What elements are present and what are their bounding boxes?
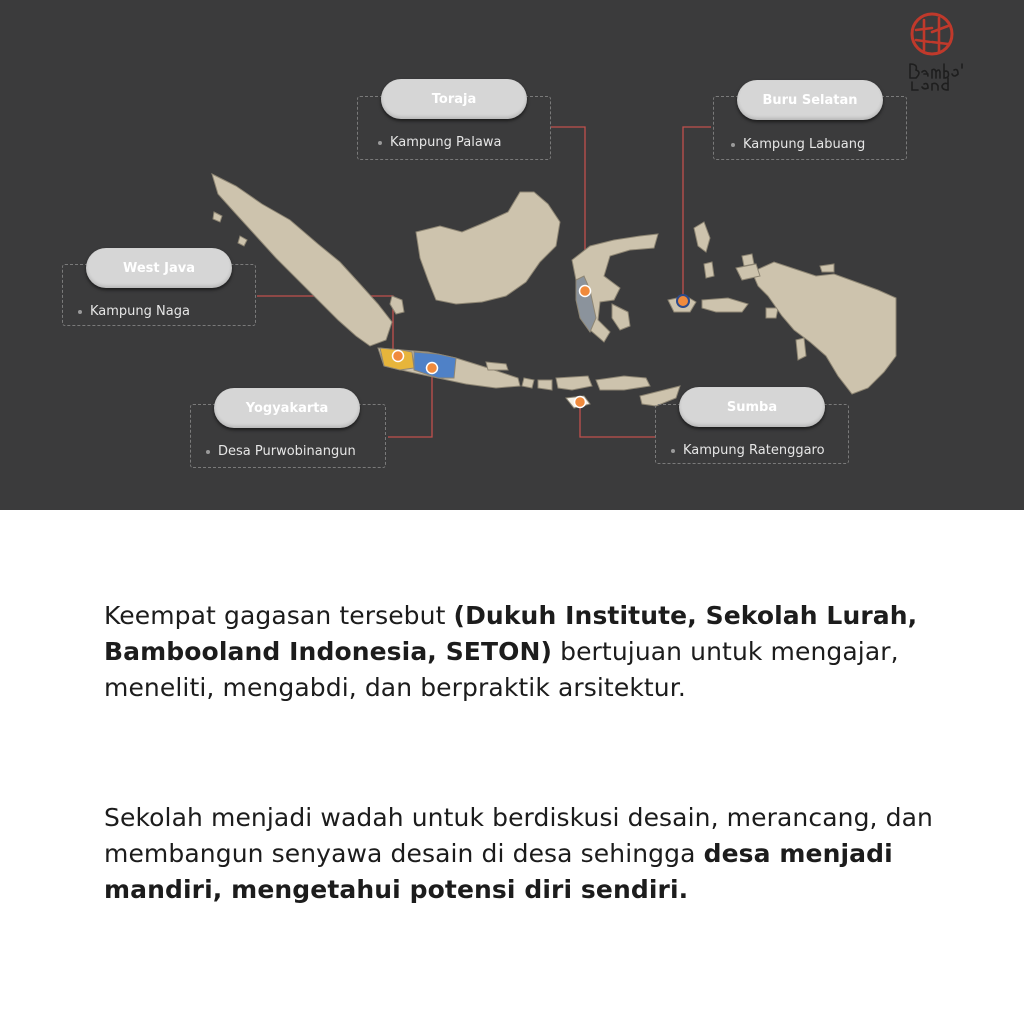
bullet-icon: [206, 450, 210, 454]
marker-west-java: [393, 351, 404, 362]
paragraph-2: [104, 800, 934, 908]
bullet-icon: [378, 141, 382, 145]
callout-west-java-title: West Java: [86, 248, 232, 288]
marker-sumba: [575, 397, 586, 408]
bullet-icon: [731, 143, 735, 147]
paragraph-1-rest: bertujuan untuk mengajar, meneliti, mengabdi, dan berpraktik arsitektur.: [104, 637, 899, 702]
bullet-icon: [78, 310, 82, 314]
island-biak: [820, 264, 834, 272]
marker-toraja: [580, 286, 591, 297]
callout-west-java-item: [78, 304, 190, 319]
paragraph-2-bold: desa menjadi mandiri, mengetahui potensi diri sendiri.: [104, 839, 893, 904]
callout-sumba-title: Sumba: [679, 387, 825, 427]
callout-buru-selatan-item: [731, 137, 865, 152]
callout-yogyakarta-title: Yogyakarta: [214, 388, 360, 428]
island-maluku-1: [704, 262, 714, 278]
paragraph-1-bold: (Dukuh Institute, Sekolah Lurah, Bambooland Indonesia, SETON): [104, 601, 918, 666]
callout-buru-selatan-item-label: Kampung Labuang: [743, 137, 866, 152]
island-aru: [796, 338, 806, 360]
marker-buru: [677, 295, 689, 307]
callout-toraja-item: [378, 135, 501, 150]
island-sumatra-small-2: [238, 236, 247, 246]
island-seram: [702, 298, 748, 312]
island-lombok: [538, 380, 552, 390]
island-maluku-2: [742, 254, 754, 266]
island-sulawesi-east: [612, 304, 630, 330]
callout-sumba-item-label: Kampung Ratenggaro: [683, 443, 825, 458]
island-timor: [640, 386, 680, 406]
island-sumbawa: [556, 376, 592, 390]
connector-yogyakarta: [388, 368, 432, 437]
callout-toraja-item-label: Kampung Palawa: [390, 135, 502, 150]
callout-buru-selatan-title: Buru Selatan: [737, 80, 883, 120]
island-flores: [596, 376, 650, 390]
island-halmahera: [694, 222, 710, 252]
connector-sumba: [580, 404, 655, 437]
island-bali: [522, 378, 534, 388]
map-panel: [0, 0, 1024, 510]
paragraph-1: [104, 598, 934, 706]
callout-sumba-item: [671, 443, 825, 458]
callout-west-java-item-label: Kampung Naga: [90, 304, 190, 319]
callout-yogyakarta-item-label: Desa Purwobinangun: [218, 444, 356, 459]
paragraph-2-intro: Sekolah menjadi wadah untuk berdiskusi desain, merancang, dan membangun senyawa desain di desa sehingga: [104, 803, 933, 868]
marker-yogyakarta: [427, 363, 438, 374]
island-bangka: [390, 296, 404, 314]
island-papua: [752, 262, 896, 394]
islands: [212, 174, 896, 406]
markers: [393, 286, 690, 408]
island-maluku-3: [766, 308, 778, 318]
bambooland-logo-icon: [902, 12, 974, 92]
island-kalimantan: [416, 192, 560, 304]
bullet-icon: [671, 449, 675, 453]
island-sumatra-small-1: [213, 212, 222, 222]
island-madura: [486, 362, 508, 370]
callout-toraja-title: Toraja: [381, 79, 527, 119]
callout-yogyakarta-item: [206, 444, 356, 459]
paragraph-1-intro: Keempat gagasan tersebut: [104, 601, 454, 630]
